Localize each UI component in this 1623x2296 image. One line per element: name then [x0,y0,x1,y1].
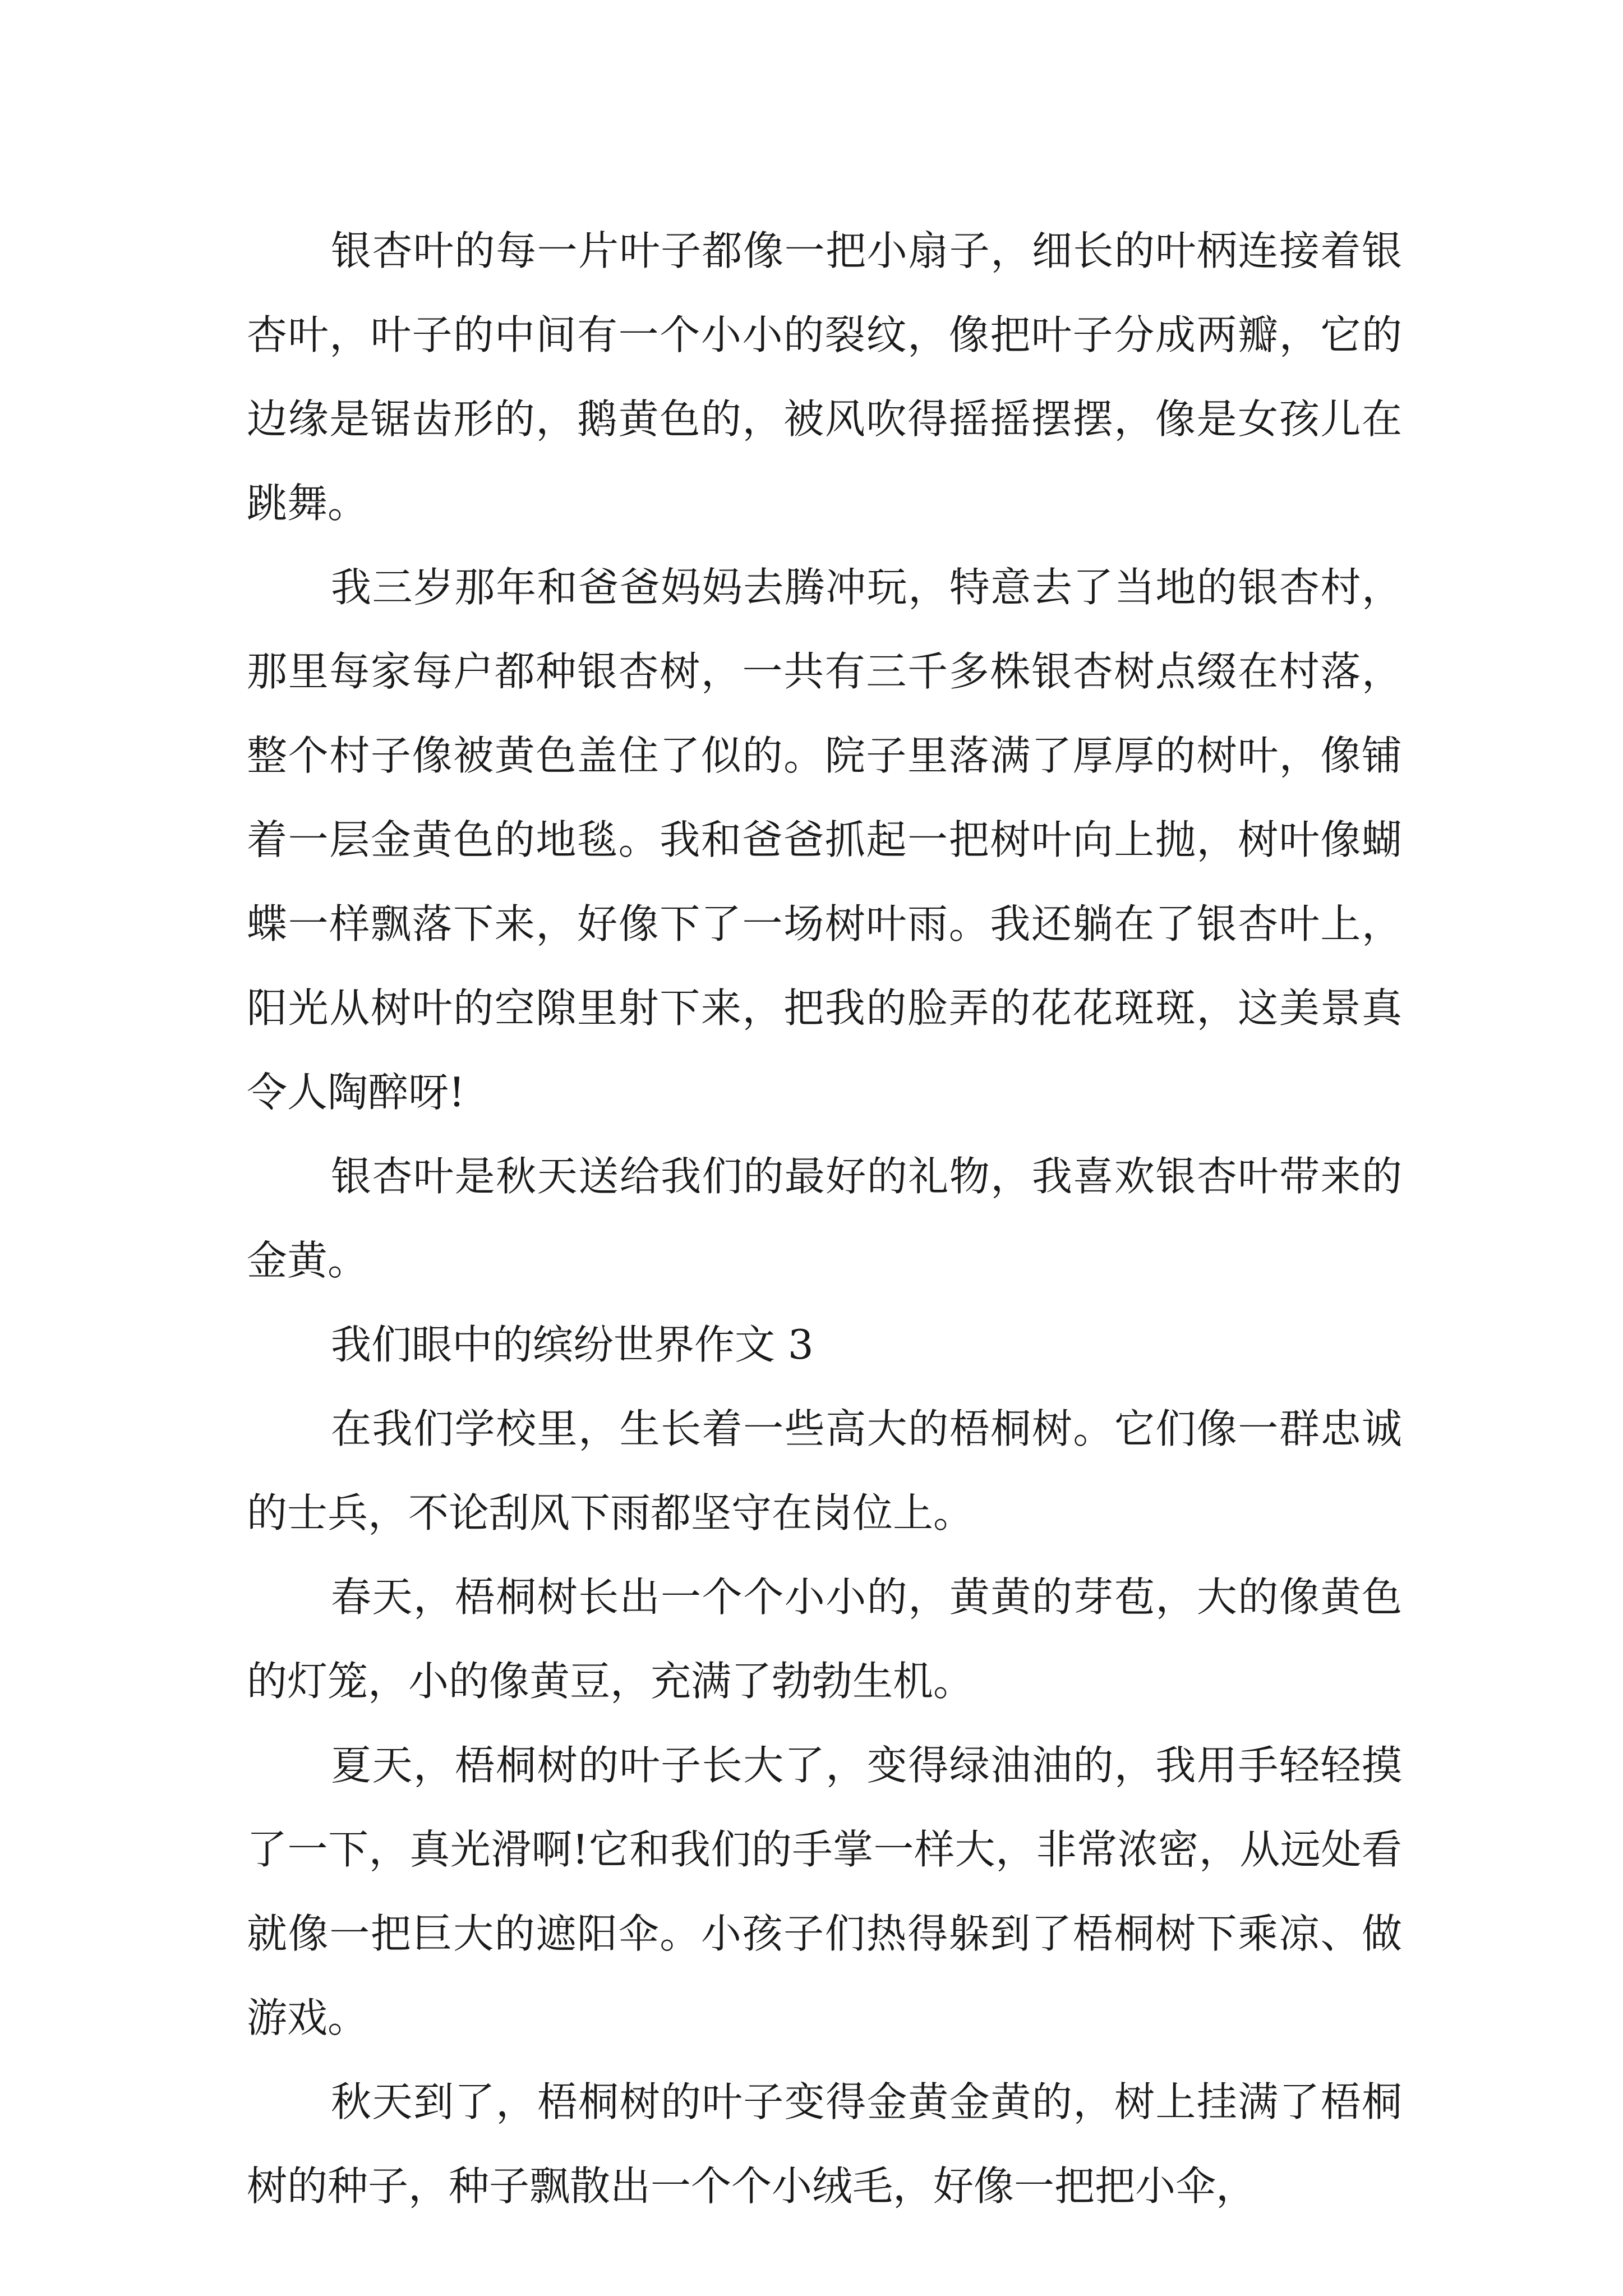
paragraph: 银杏叶的每一片叶子都像一把小扇子，细长的叶柄连接着银杏叶，叶子的中间有一个小小的裂纹，像把叶子分成两瓣，它的边缘是锯齿形的，鹅黄色的，被风吹得摇摇摆摆，像是女孩儿在跳舞。 [247,227,1402,527]
paragraph: 在我们学校里，生长着一些高大的梧桐树。它们像一群忠诚的士兵，不论刮风下雨都坚守在岗位上。 [247,1405,1402,1536]
paragraph: 我三岁那年和爸爸妈妈去腾冲玩，特意去了当地的银杏村，那里每家每户都种银杏树，一共有三千多株银杏树点缀在村落，整个村子像被黄色盖住了似的。院子里落满了厚厚的树叶，像铺着一层金黄色的地毯。我和爸爸抓起一把树叶向上抛，树叶像蝴蝶一样飘落下来，好像下了一场树叶雨。我还躺在了银杏叶上，阳光从树叶的空隙里射下来，把我的脸弄的花花斑斑，这美景真令人陶醉呀! [247,564,1402,1116]
paragraph: 银杏叶是秋天送给我们的最好的礼物，我喜欢银杏叶带来的金黄。 [247,1153,1402,1284]
paragraph: 夏天，梧桐树的叶子长大了，变得绿油油的，我用手轻轻摸了一下，真光滑啊!它和我们的手掌一样大，非常浓密，从远处看就像一把巨大的遮阳伞。小孩子们热得躲到了梧桐树下乘凉、做游戏。 [247,1742,1402,2041]
section-title: 我们眼中的缤纷世界作文 3 [331,1321,814,1368]
paragraph: 春天，梧桐树长出一个个小小的，黄黄的芽苞，大的像黄色的灯笼，小的像黄豆，充满了勃勃生机。 [247,1573,1402,1705]
paragraph: 秋天到了，梧桐树的叶子变得金黄金黄的，树上挂满了梧桐树的种子，种子飘散出一个个小绒毛，好像一把把小伞， [247,2078,1402,2210]
document-body [247,209,1402,2228]
